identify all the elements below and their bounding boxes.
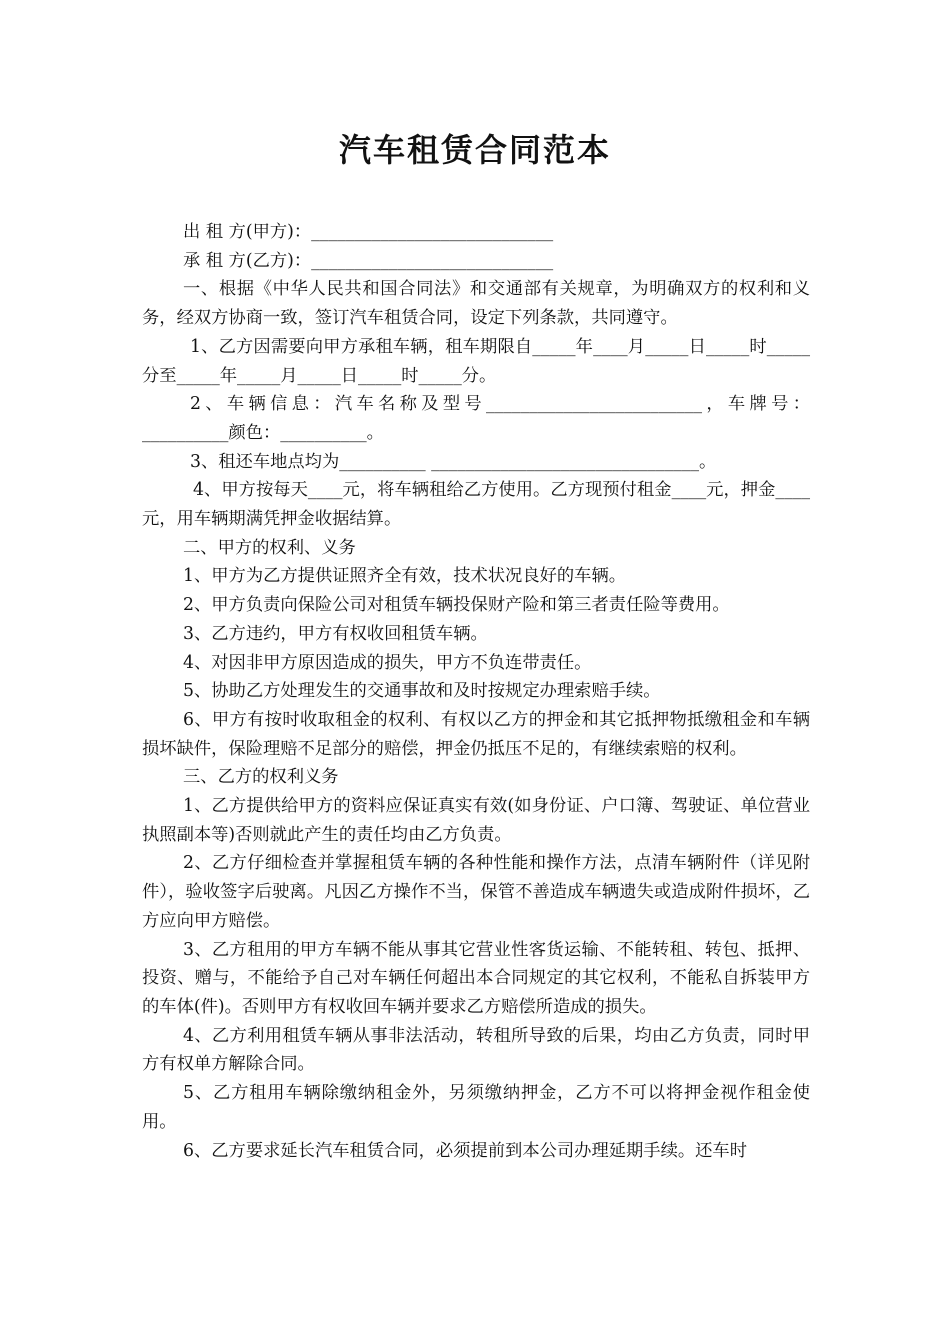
document-title: 汽车租赁合同范本 xyxy=(338,131,611,169)
party-a-item: 4、对因非甲方原因造成的损失，甲方不负连带责任。 xyxy=(183,652,592,673)
clause-preamble: 一、根据《中华人民共和国合同法》和交通部有关规章，为明确双方的权利和义务，经双方协商一致，签订汽车租赁合同，设定下列条款，共同遵守。 xyxy=(142,279,810,329)
clause-rent-deposit: 4、甲方按每天____元，将车辆租给乙方使用。乙方现预付租金____元，押金____元，用车辆期满凭押金收据结算。 xyxy=(142,480,810,530)
clause-vehicle-info: 2、车辆信息：汽车名称及型号_________________________，车牌号：__________颜色：__________。 xyxy=(142,394,810,443)
party-b-item: 5、乙方租用车辆除缴纳租金外，另须缴纳押金，乙方不可以将押金视作租金使用。 xyxy=(142,1083,810,1132)
party-b-item: 6、乙方要求延长汽车租赁合同，必须提前到本公司办理延期手续。还车时 xyxy=(183,1140,747,1161)
lessor-line: 出 租 方(甲方)：____________________________ xyxy=(183,222,554,242)
party-a-item: 1、甲方为乙方提供证照齐全有效，技术状况良好的车辆。 xyxy=(183,566,627,587)
party-a-item: 6、甲方有按时收取租金的权利、有权以乙方的押金和其它抵押物抵缴租金和车辆损坏缺件，保险理赔不足部分的赔偿，押金仍抵压不足的，有继续索赔的权利。 xyxy=(142,709,810,759)
party-a-item: 2、甲方负责向保险公司对租赁车辆投保财产险和第三者责任险等费用。 xyxy=(183,595,730,616)
clause-rental-period: 1、乙方因需要向甲方承租车辆，租车期限自_____年____月_____日_____时_____分至_____年_____月_____日_____时_____分。 xyxy=(142,336,810,386)
section-heading-party-b: 三、乙方的权利义务 xyxy=(183,767,339,788)
party-b-item: 4、乙方利用租赁车辆从事非法活动，转租所导致的后果，均由乙方负责，同时甲方有权单方解除合同。 xyxy=(142,1025,810,1075)
party-b-item: 3、乙方租用的甲方车辆不能从事其它营业性客货运输、不能转租、转包、抵押、投资、赠与，不能给予自己对车辆任何超出本合同规定的其它权利，不能私自拆装甲方的车体(件)。否则甲方有权收回车辆并要求乙方赔偿所造成的损失。 xyxy=(142,939,810,1017)
document-body xyxy=(142,218,810,1165)
section-heading-party-a: 二、甲方的权利、义务 xyxy=(183,537,356,558)
party-b-item: 1、乙方提供给甲方的资料应保证真实有效(如身份证、户口簿、驾驶证、单位营业执照副本等)否则就此产生的责任均由乙方负责。 xyxy=(142,796,810,845)
lessee-line: 承 租 方(乙方)：____________________________ xyxy=(183,250,554,271)
party-b-item: 2、乙方仔细检查并掌握租赁车辆的各种性能和操作方法，点清车辆附件（详见附件），验收签字后驶离。凡因乙方操作不当，保管不善造成车辆遗失或造成附件损坏，乙方应向甲方赔偿。 xyxy=(142,853,810,931)
party-a-item: 5、协助乙方处理发生的交通事故和及时按规定办理索赔手续。 xyxy=(183,681,661,702)
party-a-item: 3、乙方违约，甲方有权收回租赁车辆。 xyxy=(183,623,488,644)
clause-pickup-location: 3、租还车地点均为__________ _______________________________。 xyxy=(190,451,717,472)
